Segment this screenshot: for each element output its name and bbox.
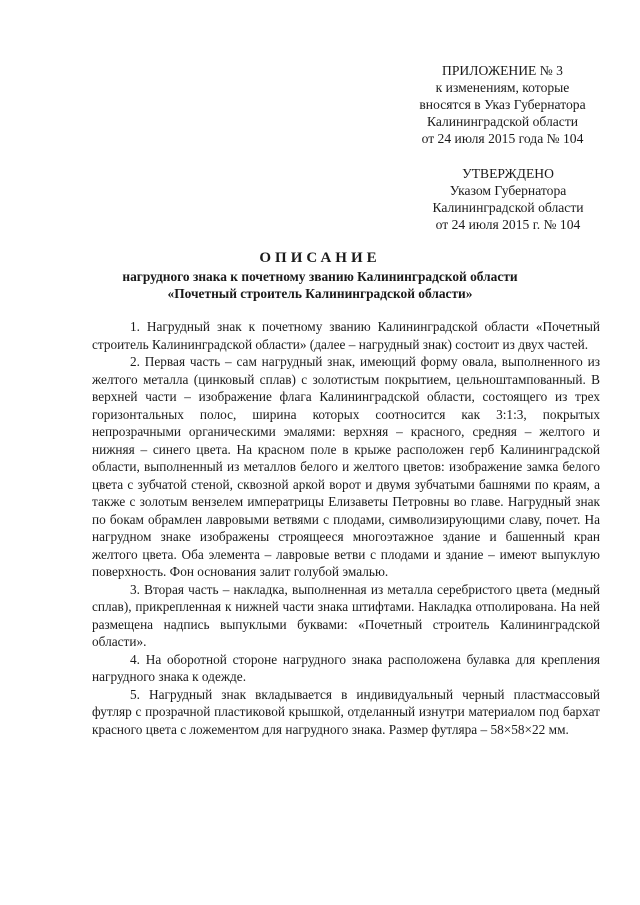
approval-title: УТВЕРЖДЕНО [462,166,554,181]
annex-date: от 24 июля 2015 года № 104 [421,131,584,146]
annex-number: ПРИЛОЖЕНИЕ № 3 [442,63,563,78]
document-subtitle-line-2: «Почетный строитель Калининградской области» [167,286,473,301]
annex-block [395,62,610,147]
paragraph-5: 5. Нагрудный знак вкладывается в индивидуальный черный пластмассовый футляр с прозрачной пластиковой крышкой, отделанный изнутри материалом под бархат красного цвета с ложементом для нагрудного знака. Размер футляра – 58×58×22 мм. [92,686,600,737]
annex-line: вносятся в Указ Губернатора [419,97,586,112]
annex-line: к изменениям, которые [435,80,570,95]
document-body [92,318,600,738]
paragraph-3: 3. Вторая часть – накладка, выполненная из металла серебристого цвета (медный сплав), прикрепленная к нижней части знака штифтами. Накладка отполирована. На ней размещена надпись выпуклыми буквами: «Почетный строитель Калининградской области». [92,581,600,649]
paragraph-4: 4. На оборотной стороне нагрудного знака расположена булавка для крепления нагрудного знака к одежде. [92,651,600,684]
document-title: ОПИСАНИЕ [259,250,381,266]
approval-line: Калининградской области [432,200,584,215]
approval-block [408,165,608,233]
annex-line: Калининградской области [426,114,579,129]
approval-line: Указом Губернатора [449,183,567,198]
paragraph-1: 1. Нагрудный знак к почетному званию Калининградской области «Почетный строитель Калининградской области» (далее – нагрудный знак) состоит из двух частей. [92,319,600,352]
paragraph-2: 2. Первая часть – сам нагрудный знак, имеющий форму овала, выполненного из желтого металла (цинковый сплав) с золотистым покрытием, цельноштампованный. В верхней части – изображение флага Калининградской области, состоящего из трех горизонтальных полос, ширина которых соотносится как 3:1:3, покрытых непрозрачными органическими эмалями: верхняя – красного, средняя – желтого и нижняя – синего цвета. На красном поле в крыже расположен герб Калининградской области, выполненный из металлов белого и желтого цветов: изображение замка белого цвета с зубчатой стеной, сквозной аркой ворот и двумя зубчатыми башнями по краям, а также с золотым вензелем императрицы Елизаветы Петровны во главе. Нагрудный знак по бокам обрамлен лавровыми ветвями с плодами, символизирующими славу, почет. На нагрудном знаке изображены строящееся многоэтажное здание и башенный кран желтого цвета. Оба элемента – лавровые ветви с плодами и здание – имеют выпуклую поверхность. Фон основания залит голубой эмалью. [92,354,600,579]
approval-date: от 24 июля 2015 г. № 104 [435,217,581,232]
document-heading [60,248,580,302]
document-subtitle-line-1: нагрудного знака к почетному званию Калининградской области [122,269,518,284]
